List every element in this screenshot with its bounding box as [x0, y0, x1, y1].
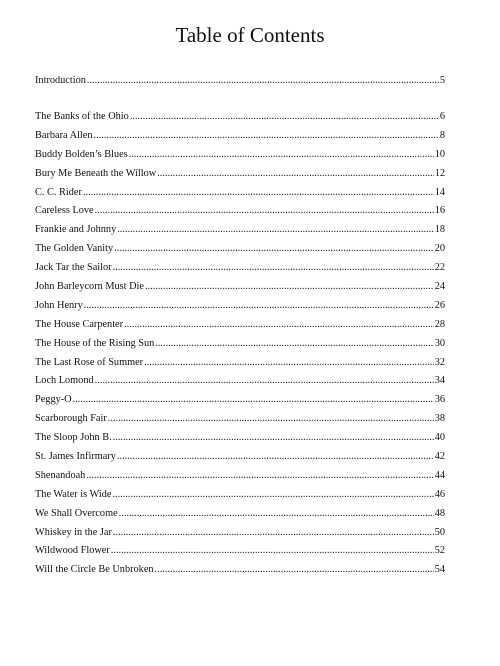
toc-entry-title: The Sloop John B.: [35, 432, 112, 444]
toc-entry-title: The House of the Rising Sun: [35, 337, 155, 349]
toc-entry-page-number: 34: [434, 375, 445, 387]
dot-leader: [130, 108, 439, 127]
dot-leader: [86, 467, 433, 486]
toc-entry-page-number: 32: [434, 356, 445, 368]
toc-entry: [35, 240, 445, 259]
toc-entry-title: Introduction: [35, 75, 86, 86]
toc-entry-title: Bury Me Beneath the Willow: [35, 167, 157, 179]
toc-entry-page-number: 36: [434, 394, 445, 406]
dot-leader: [113, 429, 434, 448]
toc-entry: [35, 486, 445, 505]
toc-entry: [35, 561, 445, 580]
toc-entry: [35, 221, 445, 240]
dot-leader: [155, 335, 433, 354]
toc-entry-page-number: 14: [434, 186, 445, 198]
toc-entry-title: Peggy-O: [35, 394, 72, 406]
toc-entry: [35, 335, 445, 354]
toc-entry-page-number: 40: [434, 432, 445, 444]
toc-entry-title: Jack Tar the Sailor: [35, 262, 112, 274]
toc-entry-title: The Last Rose of Summer: [35, 356, 144, 368]
toc-entry-title: The Water is Wide: [35, 488, 112, 500]
toc-entry-title: Frankie and Johnny: [35, 224, 117, 236]
toc-entry: [35, 372, 445, 391]
toc-entry: [35, 524, 445, 543]
dot-leader: [73, 391, 434, 410]
toc-entry-title: Careless Love: [35, 205, 94, 217]
toc-entry-page-number: 30: [434, 337, 445, 349]
toc-entry-page-number: 28: [434, 318, 445, 330]
toc-entry-title: Scarborough Fair: [35, 413, 107, 425]
toc-entry: [35, 202, 445, 221]
toc-entry-title: Will the Circle Be Unbroken: [35, 564, 154, 576]
toc-entry-title: Buddy Bolden’s Blues: [35, 148, 128, 160]
toc-entry: [35, 391, 445, 410]
toc-entry-page-number: 10: [434, 148, 445, 160]
dot-leader: [87, 72, 439, 91]
dot-leader: [84, 297, 434, 316]
toc-entry-title: The Golden Vanity: [35, 243, 114, 255]
toc-entry-page-number: 46: [434, 488, 445, 500]
toc-entry-title: Whiskey in the Jar: [35, 526, 112, 538]
toc-entry-page-number: 38: [434, 413, 445, 425]
toc-entry: [35, 448, 445, 467]
toc-entry: [35, 410, 445, 429]
toc-entry-title: John Henry: [35, 299, 83, 311]
toc-entry-page-number: 8: [439, 129, 445, 141]
dot-leader: [113, 259, 434, 278]
dot-leader: [111, 542, 434, 561]
toc-entry: [35, 259, 445, 278]
toc-entry-title: We Shall Overcome: [35, 507, 118, 519]
toc-entry: [35, 297, 445, 316]
toc-entry: [35, 467, 445, 486]
toc-entry-title: Loch Lomond: [35, 375, 94, 387]
toc-entry: [35, 505, 445, 524]
toc-entry-title: John Barleycorn Must Die: [35, 281, 144, 293]
toc-entry-title: Wildwood Flower: [35, 545, 110, 557]
dot-leader: [144, 354, 434, 373]
toc-entry-page-number: 50: [434, 526, 445, 538]
dot-leader: [112, 486, 433, 505]
toc-entry-page-number: 52: [434, 545, 445, 557]
toc-entry: [35, 354, 445, 373]
dot-leader: [129, 146, 434, 165]
dot-leader: [155, 561, 434, 580]
toc-entry-title: The House Carpenter: [35, 318, 124, 330]
toc-entry: [35, 108, 445, 127]
toc-entry-page-number: 22: [434, 262, 445, 274]
toc-entry-page-number: 26: [434, 299, 445, 311]
toc-entry-page-number: 54: [434, 564, 445, 576]
toc-entry-page-number: 44: [434, 469, 445, 481]
toc-entry-title: C. C. Rider: [35, 186, 82, 198]
dot-leader: [93, 127, 438, 146]
toc-entry-page-number: 48: [434, 507, 445, 519]
toc-entry: [35, 165, 445, 184]
dot-leader: [95, 202, 434, 221]
dot-leader: [145, 278, 434, 297]
toc-entry-page-number: 16: [434, 205, 445, 217]
toc-list: [35, 108, 445, 580]
dot-leader: [108, 410, 434, 429]
toc-entry-title: The Banks of the Ohio: [35, 111, 129, 122]
toc-entry: [35, 542, 445, 561]
dot-leader: [157, 165, 433, 184]
toc-entry-page-number: 18: [434, 224, 445, 236]
toc-entry: [35, 184, 445, 203]
toc-entry-page-number: 12: [434, 167, 445, 179]
toc-entry-page-number: 5: [439, 75, 445, 86]
dot-leader: [117, 221, 433, 240]
toc-entry: [35, 72, 445, 91]
dot-leader: [117, 448, 434, 467]
dot-leader: [83, 184, 434, 203]
dot-leader: [119, 505, 434, 524]
dot-leader: [114, 240, 434, 259]
toc-entry-title: Shenandoah: [35, 469, 86, 481]
toc-entry: [35, 127, 445, 146]
toc-entry-page-number: 6: [439, 111, 445, 122]
toc-intro-list: [35, 72, 445, 91]
toc-entry: [35, 146, 445, 165]
toc-entry: [35, 316, 445, 335]
toc-entry-page-number: 20: [434, 243, 445, 255]
toc-entry-page-number: 24: [434, 281, 445, 293]
dot-leader: [113, 524, 434, 543]
dot-leader: [95, 372, 434, 391]
toc-entry-title: St. James Infirmary: [35, 451, 116, 463]
toc-entry-page-number: 42: [434, 451, 445, 463]
dot-leader: [124, 316, 434, 335]
toc-entry-title: Barbara Allen: [35, 129, 93, 141]
toc-entry: [35, 278, 445, 297]
toc-entry: [35, 429, 445, 448]
page-title: Table of Contents: [175, 23, 325, 47]
